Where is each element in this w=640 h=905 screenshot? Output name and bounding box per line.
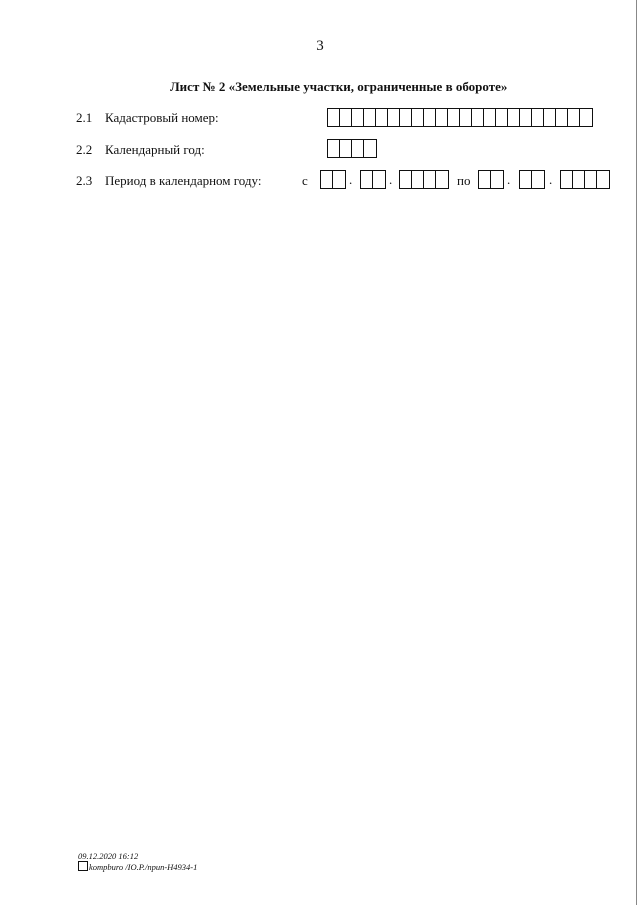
footer-source-line bbox=[78, 861, 197, 872]
to-year-cells[interactable] bbox=[560, 170, 610, 189]
calendar-year-label: Календарный год: bbox=[105, 142, 205, 157]
page-edge bbox=[636, 0, 637, 905]
footer-date: 09.12.2020 16:12 bbox=[78, 851, 139, 861]
page-number: 3 bbox=[316, 38, 324, 54]
to-month-cells[interactable] bbox=[519, 170, 545, 189]
period-to-label: по bbox=[457, 173, 471, 188]
row-number-2-2: 2.2 bbox=[76, 142, 93, 157]
separator: . bbox=[507, 172, 511, 187]
separator: . bbox=[349, 172, 353, 187]
cadastral-number-label: Кадастровый номер: bbox=[105, 110, 219, 125]
row-number-2-3: 2.3 bbox=[76, 173, 93, 188]
separator: . bbox=[389, 172, 393, 187]
from-month-cells[interactable] bbox=[360, 170, 386, 189]
row-number-2-1: 2.1 bbox=[76, 110, 93, 125]
footer bbox=[78, 851, 197, 872]
pencil-icon bbox=[78, 861, 88, 871]
footer-source: kompburo /IO.P./npun-H4934-1 bbox=[89, 862, 198, 872]
calendar-year-cells[interactable] bbox=[327, 139, 377, 158]
to-day-cells[interactable] bbox=[478, 170, 504, 189]
period-label: Период в календарном году: bbox=[105, 173, 262, 188]
sheet-title: Лист № 2 «Земельные участки, ограниченные в обороте» bbox=[170, 79, 508, 94]
from-year-cells[interactable] bbox=[399, 170, 449, 189]
period-from-label: с bbox=[302, 173, 308, 188]
from-day-cells[interactable] bbox=[320, 170, 346, 189]
separator: . bbox=[549, 172, 553, 187]
cadastral-number-cells[interactable] bbox=[327, 108, 593, 127]
